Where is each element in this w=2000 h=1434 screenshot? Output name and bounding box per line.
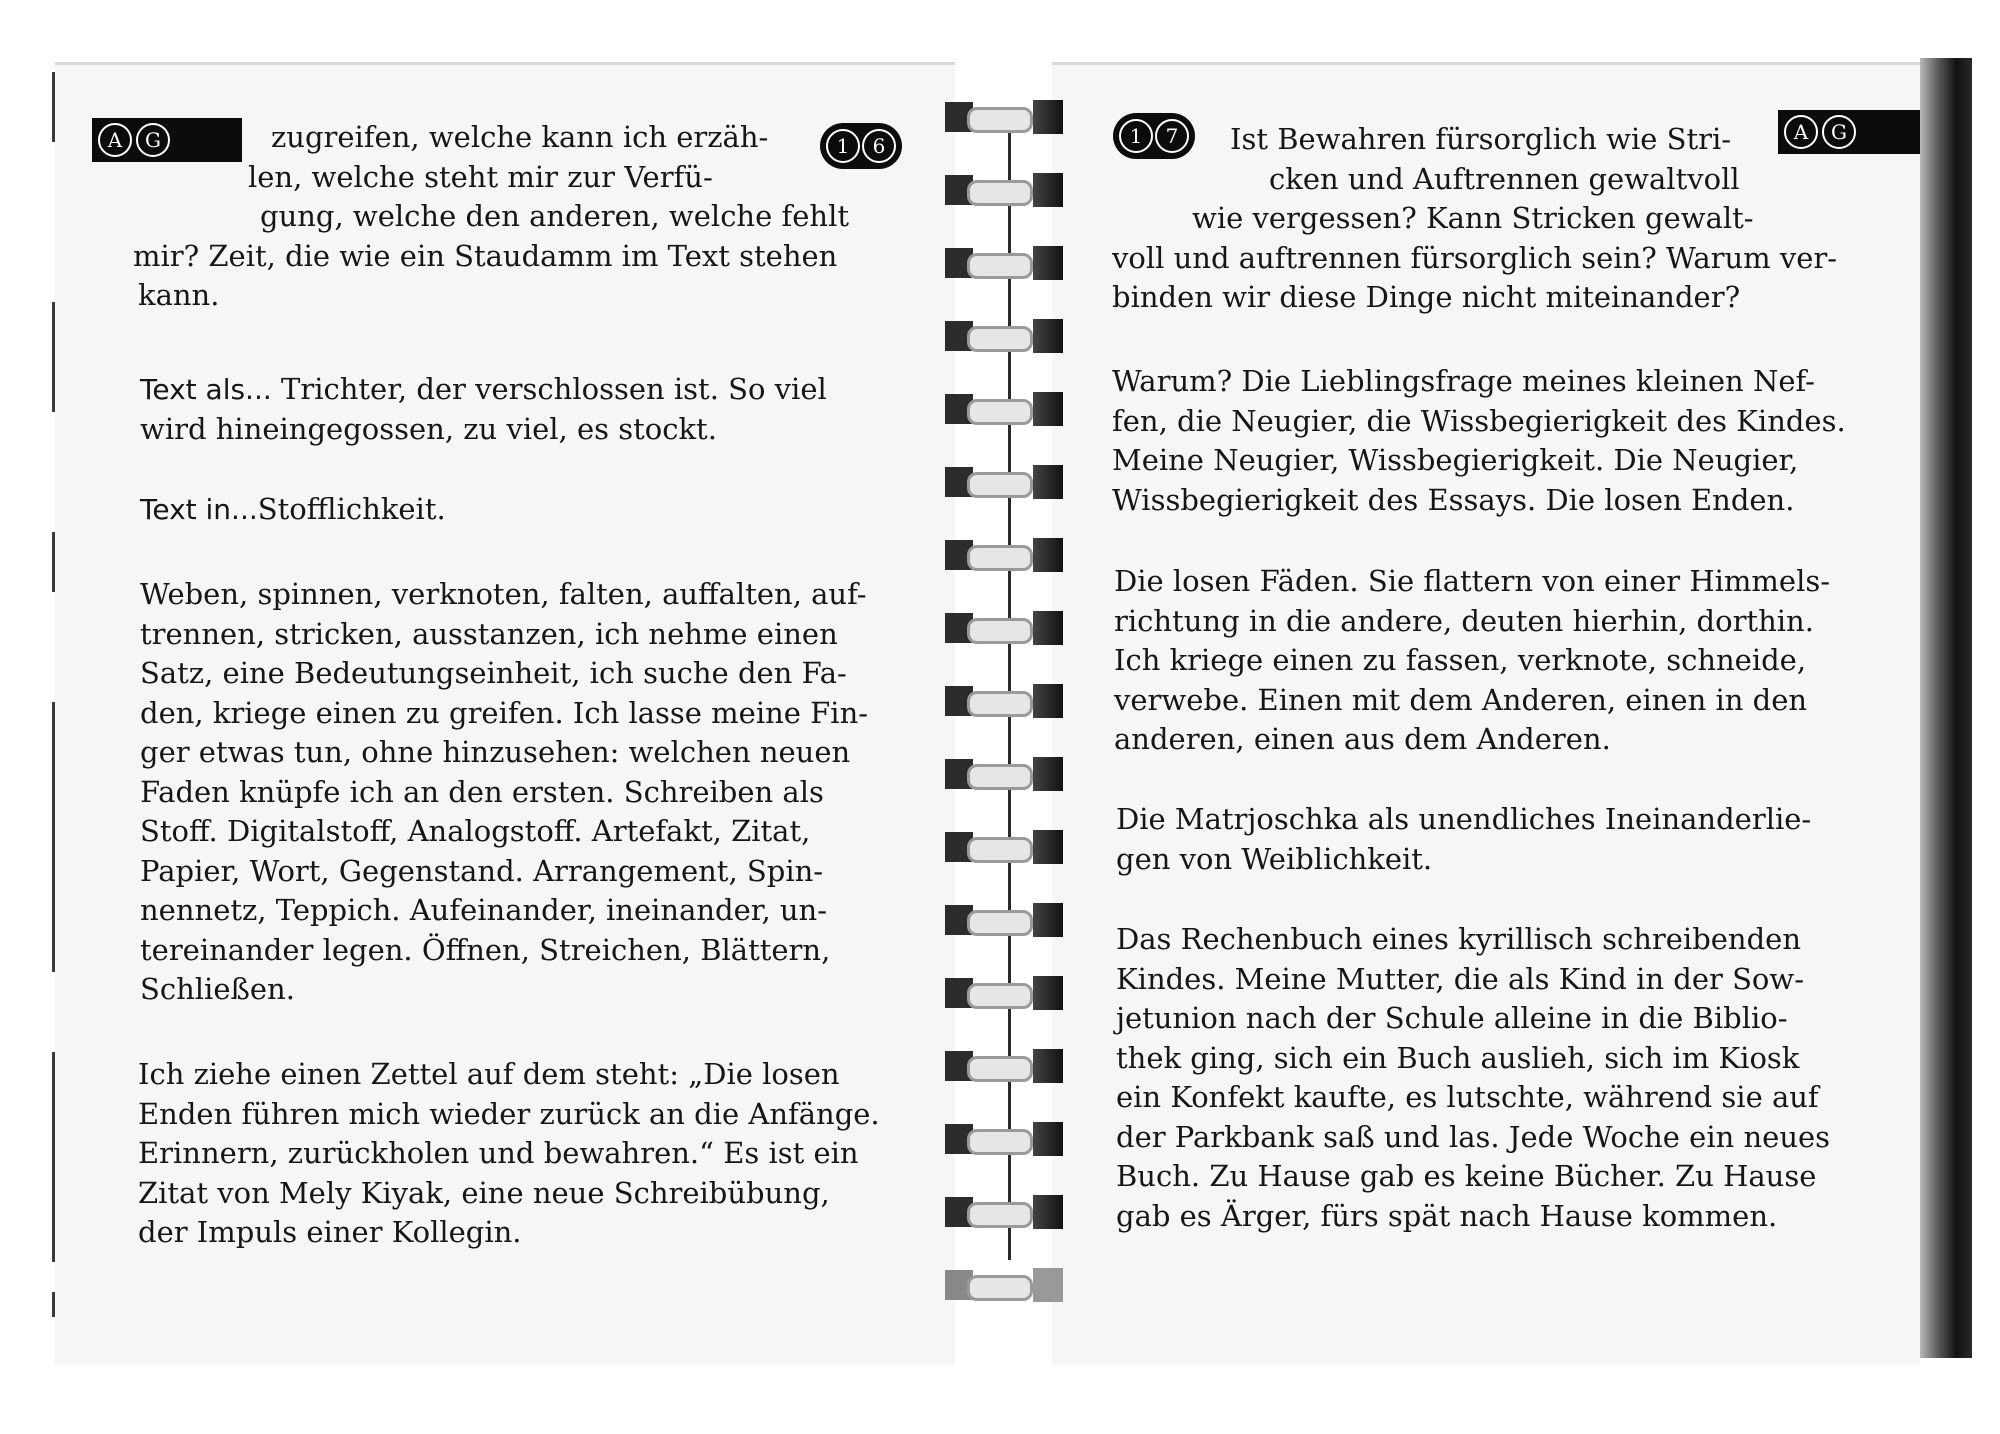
text-line: Das Rechenbuch eines kyrillisch schreibenden [1116,922,1801,956]
text-line: Zitat von Mely Kiyak, eine neue Schreibübung, [138,1175,830,1210]
right-intro-paragraph [1112,120,1902,318]
text-line: verwebe. Einen mit dem Anderen, einen in den [1114,682,1808,717]
left-trichter-paragraph [140,370,920,449]
spiral-ring-icon [945,173,1070,207]
text-line: Papier, Wort, Gegenstand. Arrangement, Spin- [140,853,824,888]
spiral-ring-icon [945,100,1070,134]
text-line: jetunion nach der Schule alleine in die Biblio- [1116,1001,1788,1035]
text-line: voll und auftrennen fürsorglich sein? Warum ver- [1112,240,1838,275]
text-line: Warum? Die Lieblingsfrage meines kleinen Nef- [1112,364,1815,398]
text-line: Ich kriege einen zu fassen, verknote, schneide, [1114,643,1807,677]
spiral-ring-icon [945,976,1070,1010]
text-line: Die losen Fäden. Sie flattern von einer Himmels- [1114,564,1831,598]
text-line: zugreifen, welche kann ich erzäh- [271,120,769,154]
text-line: gab es Ärger, fürs spät nach Hause kommen. [1116,1198,1778,1233]
page-digit: 1 [826,129,860,163]
text-line: den, kriege einen zu greifen. Ich lasse meine Fin- [140,695,869,730]
text-line [140,490,920,530]
left-stoff-paragraph [140,490,920,530]
spiral-ring-icon [945,1122,1070,1156]
sans-lead: Text in... [140,493,258,526]
right-page-edge [1920,58,1972,1358]
page-digit: 6 [862,129,896,163]
sans-lead: Text als... [140,373,272,406]
text-line: cken und Auftrennen gewaltvoll [1269,161,1740,196]
text-line: Erinnern, zurückholen und bewahren.“ Es ist ein [138,1136,859,1170]
right-faeden-paragraph [1114,562,1904,760]
text-line: tereinander legen. Öffnen, Streichen, Blättern, [140,932,831,967]
badge-a-icon: A [98,123,132,157]
text-line: Meine Neugier, Wissbegierigkeit. Die Neugier, [1112,443,1799,477]
text-line: gen von Weiblichkeit. [1116,841,1433,876]
spiral-ring-icon [945,1268,1070,1302]
left-weben-paragraph [140,575,920,1010]
text-line: Ist Bewahren fürsorglich wie Stri- [1230,122,1732,156]
page-digit: 1 [1119,119,1153,153]
text-line: wie vergessen? Kann Stricken gewalt- [1192,201,1754,235]
text-line: Schließen. [140,972,295,1006]
right-warum-paragraph [1112,362,1902,520]
right-matrjoschka-paragraph [1116,800,1906,879]
spiral-ring-icon [945,830,1070,864]
text-line: len, welche steht mir zur Verfü- [248,159,713,194]
text-span: Trichter, der verschlossen ist. So viel [271,372,827,406]
text-line: richtung in die andere, deuten hierhin, dorthin. [1114,603,1814,638]
right-rechenbuch-paragraph [1116,920,1906,1236]
spiral-binding [945,95,1075,1335]
text-line: anderen, einen aus dem Anderen. [1114,722,1611,756]
spiral-ring-icon [945,246,1070,280]
text-line: der Parkbank saß und las. Jede Woche ein neues [1116,1119,1831,1154]
spiral-ring-icon [945,611,1070,645]
text-line: Weben, spinnen, verknoten, falten, auffalten, auf- [140,577,867,611]
text-line: Kindes. Meine Mutter, die als Kind in der Sow- [1116,961,1805,996]
text-line: Wissbegierigkeit des Essays. Die losen Enden. [1112,482,1795,517]
text-line: mir? Zeit, die wie ein Staudamm im Text stehen [133,238,838,273]
text-line [140,370,920,410]
text-line: ger etwas tun, ohne hinzusehen: welchen neuen [140,735,851,769]
left-intro-paragraph [133,118,918,316]
spiral-ring-icon [945,684,1070,718]
text-line: Faden knüpfe ich an den ersten. Schreiben als [140,774,824,809]
text-span: Stofflichkeit. [257,492,446,526]
text-line: Die Matrjoschka als unendliches Ineinanderlie- [1116,802,1812,836]
text-line: Ich ziehe einen Zettel auf dem steht: „Die losen [138,1057,840,1091]
badge-a-icon: A [1784,115,1818,149]
page-digit: 7 [1155,119,1189,153]
spiral-ring-icon [945,1049,1070,1083]
spiral-ring-icon [945,903,1070,937]
text-line: der Impuls einer Kollegin. [138,1215,522,1249]
spiral-ring-icon [945,757,1070,791]
badge-g-icon: G [1822,115,1856,149]
text-line: nennetz, Teppich. Aufeinander, ineinander, un- [140,893,828,927]
text-line: fen, die Neugier, die Wissbegierigkeit des Kindes. [1112,403,1846,438]
text-line: trennen, stricken, ausstanzen, ich nehme einen [140,616,838,651]
text-line: Buch. Zu Hause gab es keine Bücher. Zu Hause [1116,1159,1817,1193]
spiral-ring-icon [945,1195,1070,1229]
text-line: wird hineingegossen, zu viel, es stockt. [140,411,717,446]
text-line: Satz, eine Bedeutungseinheit, ich suche den Fa- [140,656,847,690]
spiral-ring-icon [945,465,1070,499]
text-line: gung, welche den anderen, welche fehlt [260,199,849,233]
left-zettel-paragraph [138,1055,928,1253]
text-line: Enden führen mich wieder zurück an die Anfänge. [138,1096,880,1131]
spiral-ring-icon [945,319,1070,353]
text-line: binden wir diese Dinge nicht miteinander? [1112,280,1741,314]
text-line: Stoff. Digitalstoff, Analogstoff. Artefakt, Zitat, [140,814,811,848]
spiral-ring-icon [945,392,1070,426]
text-line: kann. [138,278,220,312]
text-line: thek ging, sich ein Buch auslieh, sich im Kiosk [1116,1040,1800,1075]
text-line: ein Konfekt kaufte, es lutschte, während sie auf [1116,1080,1819,1114]
spiral-ring-icon [945,538,1070,572]
badge-g-icon: G [136,123,170,157]
